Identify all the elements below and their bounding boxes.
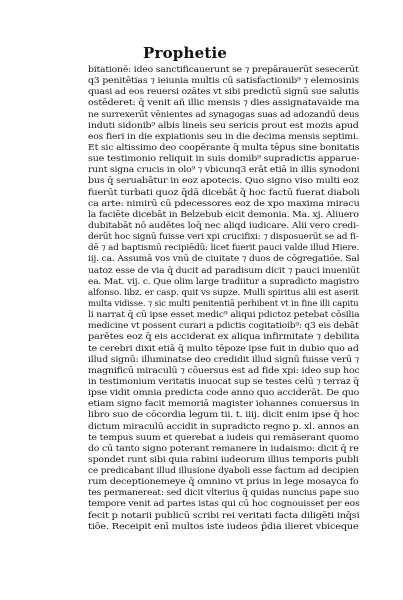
text-line: ea. Mat. vij. c. Que olim large tradiitur a supradicto magistro xyxy=(88,275,359,286)
text-line: bus q̄ seruabātur in eoz apotecis. Quo signo viso multi eoz xyxy=(88,175,359,186)
text-line: illud signū: illuminatse deo credidit illud signū fuisse verū ⁊ xyxy=(88,353,360,364)
text-line: uatoz esse de via q̄ ducit ad paradisum dicit ⁊ pauci inueniūt xyxy=(88,264,360,275)
text-line: q3 penitētias ⁊ ieiunia multis cū satisfactionib⁹ ⁊ elemosinis xyxy=(88,75,359,86)
text-line: tempore venit ad partes istas qui cū hoc cognouisset per eos xyxy=(88,498,360,509)
text-line: li narrat q̄ cū ipse esset medic⁹ aliqui pdictoz petebat cōsilia xyxy=(88,309,360,320)
text-line: Et sic altissimo deo coopērante q̄ multa tēpus sine bonitatis xyxy=(88,141,360,152)
text-line: multa vidisse. ⁊ sic multi penitentiā perhibent vt in fine illi capitu xyxy=(88,297,359,308)
text-line: ne surrexerūt vēnientes ad synagogas suas ad adozandū deus xyxy=(88,108,360,119)
text-line: medicine vt possent curari a pdictis cogitatioib⁹: q3 eis debāt xyxy=(88,320,359,331)
text-line: rum deceptionemeye q̄ omnino vt prius in lege mosayca fo xyxy=(88,476,359,487)
text-line: ipse vidit omnia predicta code anno quo acciderāt. De quo xyxy=(88,387,360,398)
text-line: tes permanereat: sed dicit vlterius q̄ quidas nuncius pape suo xyxy=(88,487,359,498)
text-line: la faciēte dicebāt in Belzebub eicit demonia. Ma. xj. Aliuero xyxy=(88,208,359,219)
text-line: fecit p notarii publicū scribi rei veritati facta diligēti inq̄si xyxy=(88,509,360,520)
running-head: Prophetie xyxy=(143,44,228,62)
text-line: runt signa crucis in olo⁹ ⁊ vbicunq3 erāt etiā in illis synodoni xyxy=(88,164,360,175)
text-line: quasi ad eos reuersi ozātes vt sibi predictū signū sue salutis xyxy=(88,86,359,97)
text-line: dē ⁊ ad baptismū recipiēdū: licet fuerit pauci valde illud Hiere. xyxy=(88,242,360,253)
text-line: te cerebri dixit etiā q̄ multo tēpoze ipse fuit in dubio quo ad xyxy=(88,342,359,353)
text-line: ce predicabant illud illusione dyaboli esse factum ad decipien xyxy=(88,465,359,476)
text-line: bitationē: ideo sanctificauerunt se ⁊ prepārauerūt sesecerūt xyxy=(88,64,359,74)
text-line: tiōe. Receipit enī multos iste iudeos p̄dia ilieret vbiceque xyxy=(88,520,359,531)
text-line: te tempus suum et querebat a iudeis qui remāserant quomo xyxy=(88,431,359,442)
text-line: spondet runt sibi quia rabini iudeorum illius temporis publi xyxy=(88,453,359,464)
text-line: derūt hoc signū fuisse veri xpi crucifixi: ⁊ disposuerūt se ad fi- xyxy=(88,231,359,242)
text-line: sue testimonio reliquit in suis domib⁹ supradictis apparue- xyxy=(88,153,360,164)
text-line: in testimonium veritatis inuocat sup se testes celū ⁊ terraz q̄ xyxy=(88,375,359,386)
body-text xyxy=(88,64,359,532)
text-line: dubitabāt nō audētes loq̄ nec aliqd iudicare. Alii vero credi- xyxy=(88,219,359,230)
text-line: induti sidonib⁹ albis lineis seu sericis prout est mozis apud xyxy=(88,119,359,130)
text-line: magnificū miraculū ⁊ cōuersus est ad fide xpi: ideo sup hoc xyxy=(88,364,360,375)
text-line: fuerūt turbati quoz q̄dā dicebāt q̄ hoc factū fuerat diaboli xyxy=(88,186,360,197)
text-line: dictum miraculū accidit in supradicto regno p. xl. annos an xyxy=(88,420,359,431)
text-line: ostēderet: q̄ venit añ illic mensis ⁊ dies assignatavaide ma xyxy=(88,97,360,108)
text-line: etiam signo facit memoriā magister iohannes conuersus in xyxy=(88,398,360,409)
text-line: libro suo de cōcordia legum tii. t. iiij. dicit enim ipse q̄ hoc xyxy=(88,409,360,420)
text-line: parētes eoz q̄ eis acciderat ex aliqua infirmitate ⁊ debilita xyxy=(88,331,360,342)
text-line: iij. ca. Assumā vos vnū de ciuitate ⁊ duos de cōgregatiōe. Sal xyxy=(88,253,360,264)
text-line: eos fieri in die expiationis seu in die decima mensis septimi. xyxy=(88,130,359,141)
text-line: do cū tanto signo poterant remanere in iudaismo: dicit q̄ re xyxy=(88,442,359,453)
text-line: ca arte: nimirū cū pdecessores eoz de xpo maxima miracu xyxy=(88,197,360,208)
text-line: alfonso. libz. er casp. quit vs supze. Mulli spiritus alii est aserit xyxy=(88,286,359,297)
